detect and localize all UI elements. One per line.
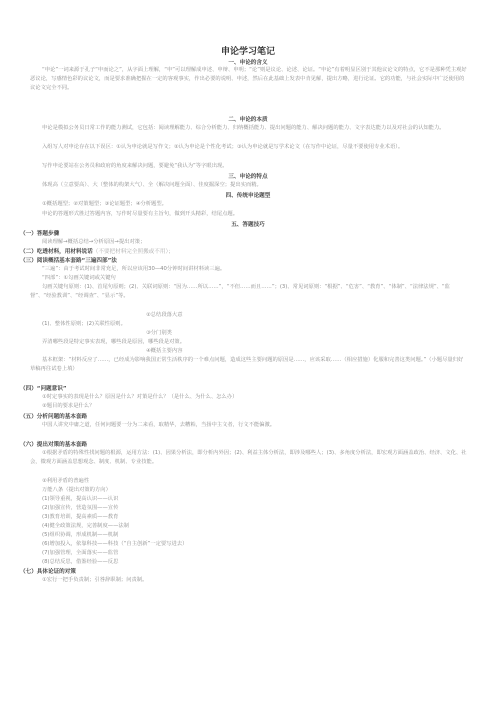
paragraph: 中国人讲究中庸之道，任何问题要一分为二来看，取精华，去糟粕，当扬中主文者，行文不能偏激。 [42, 422, 276, 428]
paragraph: ①根据矛盾的特殊性找问题的根源，运用方法：(1)、因果分析法，即分析内外因；(2)、利益主体分析法，即涉及哪些人；(3)、多角度分析法，即宏观方面涵盖政治、经济、文化、社会，微观方面涵盖思想观念、制度、机制、专业技能。 [30, 450, 467, 466]
paragraph: ①宏行一把手负责制；引咎辞职制；问责制。 [42, 577, 148, 583]
subsection-heading: （五）分析问题的基本套路 [20, 414, 88, 420]
paragraph: ③分门别类 [146, 330, 172, 336]
paragraph: 阅读理解→概括总结→分析原因→提出对策； [42, 239, 146, 245]
page-title: 申论学习笔记 [220, 47, 275, 57]
paragraph: ②总结段落大意 [146, 312, 183, 318]
subsection-heading: （一）答题步骤 [20, 231, 60, 237]
paragraph: ②题目的要求是什么？ [42, 403, 95, 409]
subsection-heading: （四）“问题意识” [20, 386, 67, 392]
section-heading: 三、申论的特点 [228, 174, 268, 180]
list-item: (6)增加投入，依靠科技——科技（“自主创新”一定要写进去） [42, 541, 188, 547]
paragraph: ④概括主要内容 [146, 348, 183, 354]
subsection-heading: （三）阅读概括基本套路“三遍四部”法 [20, 258, 117, 264]
paragraph: 弄清哪些段是特定事实表现，哪些段是原因，哪些段是对策。 [42, 339, 186, 345]
list-item: (2)加强宣传，营造氛围——宣传 [42, 505, 119, 511]
paragraph: “四部”：①勾画关键词或关键句 [42, 275, 116, 281]
paragraph: 申论是模拟公务员日常工作的能力测试，它包括：阅读理解能力、综合分析能力、归纳概括能力、提出问题的能力、解决问题的能力、文字表达能力以及对社会的认知能力。 [42, 125, 445, 131]
list-item: (1)领导重视，提高认识——认识 [42, 496, 119, 502]
paragraph: 勾画关键句原则：(1)、首尾句原则；(2)、关联词原则：“因为……所以……”，“不但……而且……”；(3)、常见词原则：“根据”、“危害”、“教育”、“体制”、“法律法规”、“监督”、“经验教训”、“经调查”、“显示”等。 [30, 284, 450, 300]
section-heading: 五、答题技巧 [231, 222, 265, 228]
section-heading: 二、申论的本质 [228, 117, 268, 123]
subsection-heading [20, 247, 174, 255]
subsection-title: （二）吃透材料，用材料说话 [20, 249, 93, 255]
paragraph: “三遍”：由于考试时间非常充足，所以应该用30—40分钟时间讲材料读三遍。 [42, 266, 226, 272]
list-item: (4)健全政策法规，完善制度——法制 [42, 523, 129, 529]
subsection-heading: （七）具体论证的对策 [20, 569, 76, 575]
subsection-heading: （六）提出对策的基本套路 [20, 442, 88, 448]
paragraph: 申论的答题形式胜过答题内容，写作时尽量要有主旨句，做到开头精彩，结尾点题。 [42, 211, 238, 217]
section-heading: 一、申论的含义 [228, 60, 268, 66]
list-item: (8)总结反思，借鉴经验——反思 [42, 559, 119, 565]
section-heading: 四、传统申论题型 [225, 193, 271, 199]
paragraph: ①概括题型；②对策题型；③论证题型；④分析题型。 [42, 201, 167, 207]
paragraph: 写作申论要站在公务员和政府的角度来解决问题，要避免“我认为”等字眼出现。 [42, 163, 228, 169]
paragraph: (1)、整体性原则；(2)关联性原则。 [42, 321, 126, 327]
paragraph: 基本框架：“材料反应了……，已经成为影响我国正常生活秩序的一个难点问题，造成这些主要问题的原因是……，应该采取……（相应措施）化服和完善这类问题。”（小题尽量归好草稿再往试卷上填） [30, 357, 464, 373]
paragraph: “申论”一词来源于孔子“申而论之”，从字面上理解，“申”可以理解成申述、申辩、申明；“论”则是议论、论述、论证。“申论”有着明显区别于其他议论文的特点，它不是那种凭主观好恶议论，写感情色彩的议论文，而是要求准确把握在一定的客观事实，作出必要的说明、申述，然后在此基础上发表中肯见解，提出方略，进行论证。它的功能，与社会实际中广泛使用的议论文完全不同。 [30, 67, 467, 92]
paragraph: ②利用矛盾的普遍性 [42, 478, 90, 484]
list-item: (3)教育培训，提高素质——教育 [42, 514, 119, 520]
paragraph: 入组写人对申论存在以下误区：①认为申论就是写作文；②认为申论是个性化考试；③认为申论就是写学术论文（在写作中论证，尽量不要使用专业术语）。 [42, 144, 404, 150]
list-item: (5)组织协调，形成机制——机制 [42, 532, 119, 538]
paragraph: 万能八条（提出对策的方向） [42, 487, 111, 493]
subsection-note: （不要把材料完全照搬或不用）； [92, 249, 174, 255]
list-item: (7)加强管理，全面落实——监管 [42, 550, 119, 556]
paragraph: ①时定事实的表现是什么？原因是什么？对策是什么？（是什么、为什么、怎么办） [42, 394, 238, 400]
paragraph: 体现高（立意要高）、大（整体的构架大气）、全（解决问题全面）、佳度掘深空；提出实而精。 [42, 182, 262, 188]
